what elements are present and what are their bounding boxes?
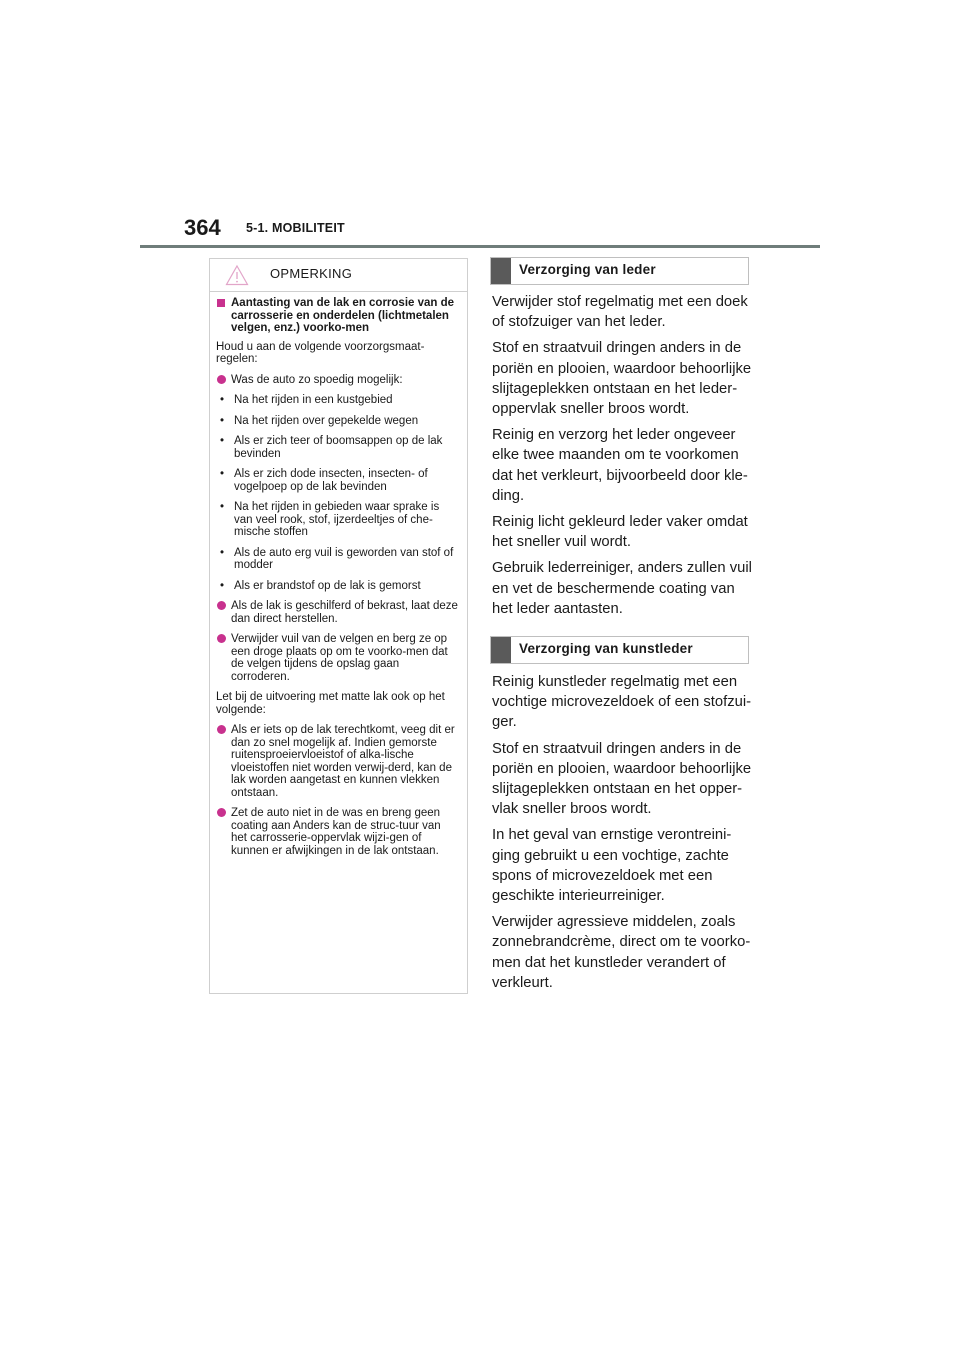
artificial-leather-text <box>492 672 754 999</box>
sub-list-item: • Na het rijden in een kustgebied <box>220 394 393 406</box>
heading-bar <box>491 258 511 284</box>
sub-list-item: • Als de auto erg vuil is geworden van stof of modder <box>220 546 454 571</box>
heading-bar <box>491 637 511 663</box>
note-body <box>210 292 467 857</box>
list-item: Was de auto zo spoedig mogelijk: <box>216 374 459 387</box>
page-number: 364 <box>184 215 221 240</box>
note-heading-text: Aantasting van de lak en corrosie van de carrosserie en onderdelen (lichtmetalen velgen, enz.) voorko-men <box>231 297 455 334</box>
square-bullet-icon <box>217 299 225 307</box>
paragraph: Reinig kunstleder regelmatig met een vochtige microvezeldoek of een stofzui-ger. <box>492 674 752 731</box>
note-intro: Houd u aan de volgende voorzorgsmaat-regelen: <box>216 340 425 365</box>
note-box <box>209 258 468 994</box>
circle-bullet-icon <box>217 725 226 734</box>
paragraph: Gebruik lederreiniger, anders zullen vuil en vet de beschermende coating van het leder aantasten. <box>492 560 752 617</box>
warning-triangle-icon <box>225 264 249 286</box>
paragraph: Reinig en verzorg het leder ongeveer elke twee maanden om te voorkomen dat het verkleurt, bijvoorbeeld door kle-ding. <box>492 427 748 504</box>
circle-bullet-icon <box>217 808 226 817</box>
list-item: Verwijder vuil van de velgen en berg ze op een droge plaats op om te voorko-men dat de velgen tijdens de opslag gaan corroderen. <box>216 633 459 683</box>
paragraph: Stof en straatvuil dringen anders in de poriën en plooien, waardoor behoorlijke slijtageplekken ontstaan en het leder-oppervlak sneller broos wordt. <box>492 340 752 418</box>
paragraph: In het geval van ernstige verontreini-ging gebruikt u een vochtige, zachte spons of microvezeldoek met een geschikte interieurreiniger. <box>492 827 732 905</box>
list-item: Als er iets op de lak terechtkomt, veeg dit er dan zo snel mogelijk af. Indien gemorste ruitensproeiervloeistof of alka-lische vloeistoffen niet worden verwij-derd, kan de lak worden aangetast en kunnen vlekken ontstaan. <box>216 724 459 799</box>
sub-list-item: • Als er zich dode insecten, insecten- of vogelpoep op de lak bevinden <box>220 468 428 493</box>
section-heading-artificial-leather <box>490 636 749 664</box>
paragraph: Verwijder stof regelmatig met een doek of stofzuiger van het leder. <box>492 294 748 331</box>
list-item: Zet de auto niet in de was en breng geen coating aan Anders kan de struc-tuur van het carrosserie-oppervlak wijzi-gen of kunnen er afwijkingen in de lak ontstaan. <box>216 807 459 857</box>
circle-bullet-icon <box>217 375 226 384</box>
matte-intro: Let bij de uitvoering met matte lak ook op het volgende: <box>216 691 445 716</box>
circle-bullet-icon <box>217 634 226 643</box>
paragraph: Verwijder agressieve middelen, zoals zonnebrandcrème, direct om te voorko-men dat het kunstleder verandert of verkleurt. <box>492 914 751 991</box>
sub-list-item: • Als er brandstof op de lak is gemorst <box>220 579 421 592</box>
sub-list-item: • Als er zich teer of boomsappen op de lak bevinden <box>220 435 443 460</box>
section-heading-text: Verzorging van leder <box>519 262 656 277</box>
list-item: Als de lak is geschilferd of bekrast, laat deze dan direct herstellen. <box>216 600 459 625</box>
sub-list-item: • Na het rijden in gebieden waar sprake is van veel rook, stof, ijzerdeeltjes of che-mische stoffen <box>220 501 440 538</box>
header-rule <box>140 245 820 248</box>
circle-bullet-icon <box>217 601 226 610</box>
note-header <box>210 259 467 292</box>
section-heading-leather <box>490 257 749 285</box>
paragraph: Stof en straatvuil dringen anders in de poriën en plooien, waardoor behoorlijke slijtageplekken ontstaan en het opper-vlak sneller broos wordt. <box>492 740 752 818</box>
page-header <box>184 215 824 247</box>
note-heading <box>216 297 459 335</box>
note-title: OPMERKING <box>270 266 353 281</box>
section-title: 5-1. MOBILITEIT <box>246 221 345 235</box>
section-heading-text: Verzorging van kunstleder <box>519 641 693 656</box>
paragraph: Reinig licht gekleurd leder vaker omdat het sneller vuil wordt. <box>492 514 748 551</box>
leather-text <box>492 292 754 625</box>
sub-list-item: • Na het rijden over gepekelde wegen <box>220 414 419 427</box>
